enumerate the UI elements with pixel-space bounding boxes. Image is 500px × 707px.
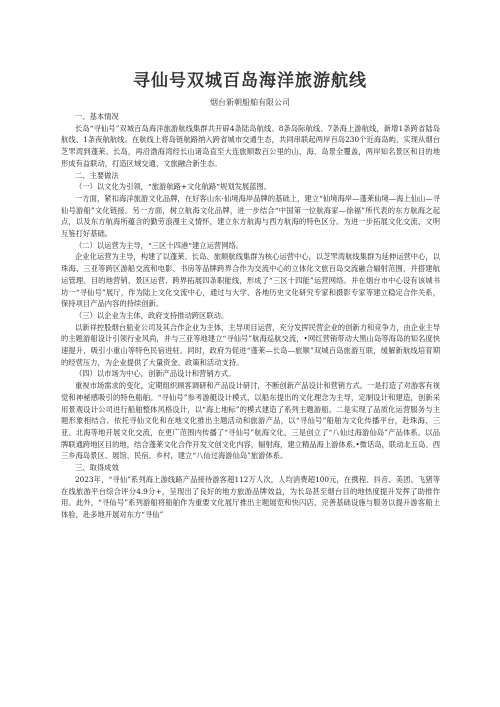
subheading-market: （四）以市场为中心，创新产品设计和营销方式。	[75, 369, 236, 379]
paragraph-market: 重视市场需求的变化，定期组织顾客调研和产品设计研讨，不断创新产品设计和营销方式。一是打造了对游客有视觉和神秘感吸引的特色船舶。“寻仙号”参考游艇设计模式，以船东提出的文化理念为主导，定制设计和建造，创新采用景观设计公司进行船舶整体风格设计，以“海上地标”的模式建造了系列主题游船。二是实现了品质化运营服务与主题形象相结合。依托寻仙文化和在地文化推出主题活动和旅游产品，以“寻仙号”船舶为文化传播平台，赴珠海、三亚、北海等地开展文化交流，在更广范围内传播了“寻仙号”航海文化，三是创立了“八仙过海游仙岛”产品体系。以品牌联通跨地区目的地，结合蓬莱文化合作开发文创文化内容，辐射海，建立精品海上游体系,•微话岛，联动北五岛、西三乡海岛景区、展馆、民宿、乡村，建立“八仙过海游仙岛”旅游体系。	[61, 381, 440, 461]
subheading-operations: （二）以运营为主导，“三区十四港”建立运营网络。	[75, 240, 244, 250]
section-heading-results: 三、取得成效	[75, 463, 119, 473]
paragraph-enterprise: 以新祥控股烟台船业公司及其合作企业为主体，主导项目运营，充分发挥民营企业的创新力和竞争力，由企业主导的主题游船设计引领行业风尚，并与三亚等地建立“寻仙号”航海巡航交流，•网红营销带动大黑山岛等海岛的知名度快速提升，吸引小重山等特色民宿进驻。同时，政府为促进“蓬莱—长岛—旅顺”双城百岛旅游互联，缓解新航线培育期的经营压力，为企业提供了大量资金、政策和活动支持。	[61, 322, 440, 367]
document-body	[61, 111, 440, 521]
document-author: 烟台新朝船舶有限公司	[210, 98, 290, 107]
section-heading-basic-info: 一、基本情况	[75, 112, 119, 121]
document-title: 寻仙号双城百岛海洋旅游航线	[133, 71, 367, 91]
section-heading-main-practices: 二、主要做法	[75, 170, 119, 180]
paragraph-operations: 企业化运营为主导，构建了以蓬莱、长岛、旅顺航线集群为核心运营中心，以芝罘湾航线集群为延伸运营中心，以珠海、三亚等跨区游船交流和电影、书房等品牌跨界合作为交流中心的立体化文旅百岛交流融合辐射范围，并搭建航运管理、目的地营销、景区运营、跨界拓展四条职能线，形成了“三区十四能”运营网络。并在烟台市中心设有该城书坊一“寻仙号”展厅，作为陆上文化交流中心，通过与大学、各地历史文化研究专家和摄影专家等建立稳定合作关系，保持项目产品内容的持续创新。	[61, 252, 440, 309]
subheading-enterprise: （三）以企业为主体，政府支持推动跨区联动。	[75, 310, 229, 320]
subheading-culture: （一）以文化为引领，“旅游航路+文化航路”规划发展蓝图。	[75, 182, 272, 192]
paragraph-basic-info: 长岛“寻仙号”双城百岛海洋旅游航线集群共开辟4条陆岛航线、8条岛际航线、7条海上游航线，新增1条跨省陆岛航线、1条夜航航线。在航线上将岛链航路纳入跨省城市交通生态，共同串联起两岸百岛230个近海岛屿，实现从烟台芝罘湾到蓬莱、长岛，再沿渤海湾经长山诸岛直至大连旅顺数百公里的山、海、岛景全覆盖，两岸知名景区和目的地形成有益联动，打造区域交通、文旅融合新生态。	[61, 123, 440, 168]
paragraph-culture: 一方面，紧扣海洋旅游文化品牌，在好客山东·仙境海岸品牌的基础上，建立“仙境海岸—蓬莱仙境—海上仙山—寻仙号游船”文化链接。另一方面，树立航海文化品牌，进一步结合“中国第一位航海家—徐福”所代表的东方航海之起点，以及东方航海所蕴含的勤劳浪漫主义情怀，建立东方航海与西方航海的特色区分。为进一步拓展文化交流、文明互鉴打好基础。	[61, 193, 440, 239]
paragraph-results: 2023年，“寻仙”系列海上游线路产品接待游客超112万人次，人均消费超100元，在携程、抖音、美团、飞猪等在线旅游平台综合评分4.9分+，呈现出了良好的地方旅游品牌效益，为长岛甚至烟台目的地热度提升发挥了助推作用。此外，“寻仙号”系列游船将船舶作为重要文化展厅推出主题展览和快闪店，完善基础设施与服务以提升游客船上体验，赴多地开展对东方“寻仙”	[61, 474, 440, 519]
